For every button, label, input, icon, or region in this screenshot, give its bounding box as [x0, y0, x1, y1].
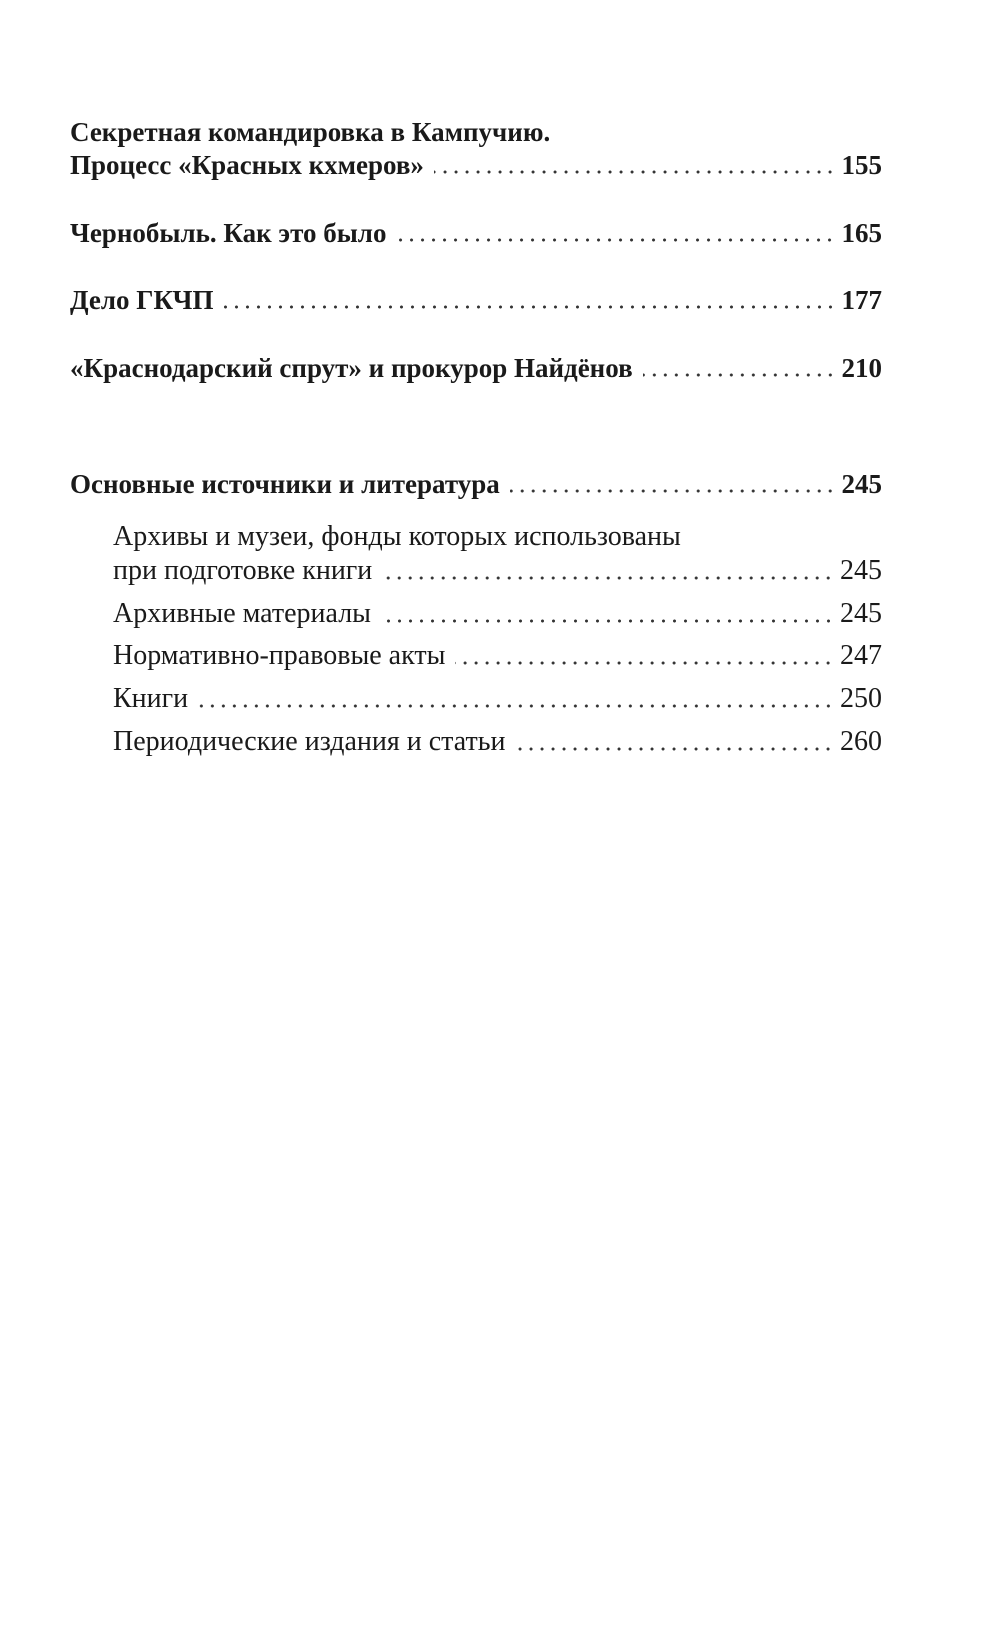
dot-leader [381, 614, 834, 624]
toc-subentry-title: Нормативно-правовые акты [113, 640, 446, 671]
dot-leader [515, 742, 834, 752]
dot-leader [198, 699, 834, 709]
dot-leader [643, 368, 836, 378]
toc-entry-title-line1: Секретная командировка в Кампучию. [70, 117, 551, 147]
toc-entry-page: 245 [841, 469, 882, 499]
toc-subentry-page: 245 [840, 598, 882, 629]
toc-entry-page: 155 [841, 150, 882, 180]
toc-entry-title: Основные источники и литература [70, 469, 500, 499]
toc-subentry-page: 245 [840, 555, 882, 586]
toc-subentry-title: Периодические издания и статьи [113, 726, 506, 757]
toc-subentry [113, 598, 882, 630]
toc-subentry-page: 247 [840, 640, 882, 671]
toc-entry [70, 285, 882, 316]
toc-subentry [113, 726, 882, 758]
toc-entry [70, 150, 882, 181]
dot-leader [224, 300, 836, 310]
toc-entry [70, 469, 882, 500]
toc-subentry-title: при подготовке книги [113, 555, 373, 586]
toc-entry-page: 165 [841, 218, 882, 248]
toc-subentry [113, 683, 882, 715]
toc-entry-title: «Краснодарский спрут» и прокурор Найдёнов [70, 353, 633, 383]
dot-leader [396, 233, 835, 243]
dot-leader [455, 656, 834, 666]
dot-leader [434, 165, 836, 175]
toc-entry-page: 210 [841, 353, 882, 383]
toc-entry-title: Процесс «Красных кхмеров» [70, 150, 424, 180]
toc-entry-page: 177 [841, 285, 882, 315]
toc-entry [70, 353, 882, 384]
toc-subentry-title: Архивные материалы [113, 598, 371, 629]
toc-subentry-title: Книги [113, 683, 189, 714]
dot-leader [382, 571, 834, 581]
dot-leader [510, 484, 836, 494]
toc-subentry-page: 250 [840, 683, 882, 714]
toc-subentry-title-line1: Архивы и музеи, фонды которых использованы [113, 521, 681, 552]
toc-entry-title: Чернобыль. Как это было [70, 218, 387, 248]
toc-subentry-page: 260 [840, 726, 882, 757]
toc-subentry [113, 640, 882, 672]
toc-entry-title: Дело ГКЧП [70, 285, 214, 315]
toc-subentry [113, 555, 882, 587]
toc-entry [70, 218, 882, 249]
